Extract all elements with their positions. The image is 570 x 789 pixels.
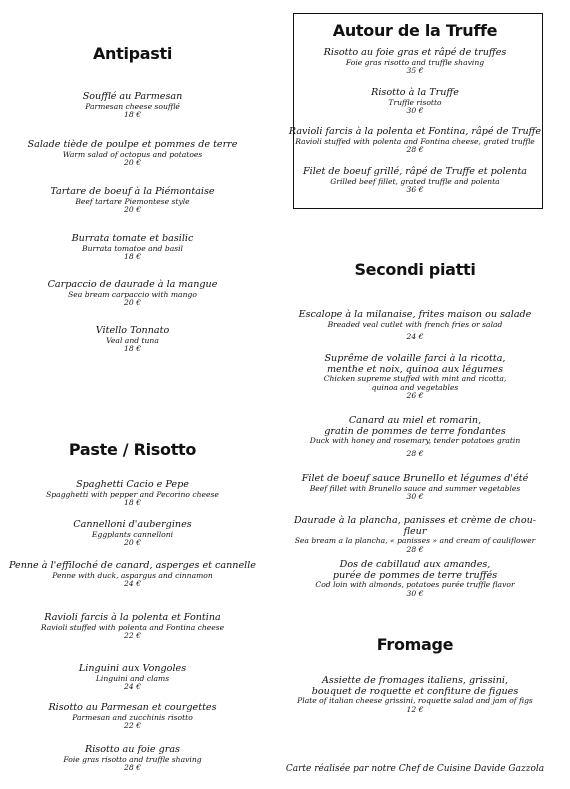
- item-name: Carpaccio de daurade à la mangue: [47, 279, 218, 290]
- menu-item: [0, 703, 265, 731]
- item-name: Suprême de volaille farci à la ricotta,: [324, 353, 506, 364]
- item-desc: Foie gras risotto and truffle shaving: [63, 754, 202, 764]
- item-name: Ravioli farcis à la polenta et Fontina: [44, 612, 221, 623]
- item-name: Daurade à la plancha, panisses et crème de chou-fleur: [293, 515, 537, 537]
- right-column: [285, 0, 545, 789]
- item-price: 28 €: [406, 145, 424, 155]
- item-price: 18 €: [124, 252, 141, 262]
- item-name: Linguini aux Vongoles: [78, 663, 187, 674]
- item-name-line2: menthe et noix, quinoa aux légumes: [326, 363, 504, 375]
- menu-item: [285, 88, 545, 116]
- item-name-line2: bouquet de roquette et confiture de figues: [311, 685, 519, 697]
- section-heading-antipasti: Antipasti: [92, 44, 173, 63]
- item-name: Vitello Tonnato: [95, 325, 170, 336]
- menu-item: [285, 516, 545, 554]
- menu-item: [285, 416, 545, 458]
- item-name: Risotto au Parmesan et courgettes: [48, 702, 217, 713]
- item-desc: Ravioli stuffed with polenta and Fontina cheese, grated truffle: [295, 136, 535, 146]
- menu-item: [285, 127, 545, 155]
- menu-item: [285, 48, 545, 76]
- item-desc: Linguini and clams: [95, 673, 170, 683]
- menu-item: [285, 354, 545, 401]
- item-desc: Penne with duck, aspargus and cinnamon: [52, 570, 213, 580]
- item-price: 24 €: [124, 579, 141, 589]
- item-price: 36 €: [406, 185, 424, 195]
- item-price: 30 €: [406, 106, 424, 116]
- menu-item: [285, 474, 545, 502]
- item-name: Risotto au foie gras et râpé de truffes: [323, 47, 507, 58]
- item-desc: Eggplants cannelloni: [91, 529, 174, 539]
- item-name-line2: purée de pommes de terre truffés: [332, 569, 498, 581]
- menu-item: [0, 664, 265, 692]
- item-desc: Beef tartare Piemontese style: [75, 196, 190, 206]
- item-price: 28 €: [406, 544, 424, 554]
- item-desc: Truffle risotto: [388, 97, 442, 107]
- section-heading-fromage: Fromage: [376, 635, 454, 654]
- item-desc: Duck with honey and rosemary, tender potatoes gratin: [309, 436, 521, 446]
- item-price: 28 €: [406, 448, 424, 458]
- item-desc: Cod loin with almonds, potatoes purée truffle flavor: [315, 580, 515, 590]
- item-desc: Chicken supreme stuffed with mint and ricotta,: [323, 374, 507, 384]
- item-price: 26 €: [406, 391, 424, 401]
- item-price: 24 €: [124, 682, 141, 692]
- item-price: 18 €: [124, 344, 141, 354]
- item-name: Escalope à la milanaise, frites maison ou salade: [298, 309, 532, 320]
- section-heading-truffe: Autour de la Truffe: [332, 21, 498, 40]
- item-price: 35 €: [406, 66, 424, 76]
- item-name: Ravioli farcis à la polenta et Fontina, râpé de Truffe: [288, 126, 542, 137]
- item-desc: Burrata tomatoe and basil: [82, 243, 183, 253]
- item-name: Soufflé au Parmesan: [82, 91, 183, 102]
- item-name: Spaghetti Cacio e Pepe: [76, 479, 189, 490]
- menu-item: [0, 520, 265, 548]
- item-price: 22 €: [124, 631, 141, 641]
- menu-item: [285, 310, 545, 342]
- item-desc: Breaded veal cutlet with french fries or salad: [327, 319, 503, 329]
- menu-item: [0, 745, 265, 773]
- menu-item: [285, 676, 545, 714]
- item-name: Penne à l'effiloché de canard, asperges et cannelle: [9, 560, 256, 571]
- item-price: 20 €: [124, 205, 141, 215]
- menu-item: [0, 234, 265, 262]
- menu-item: [0, 280, 265, 308]
- item-price: 22 €: [124, 721, 141, 731]
- item-desc: Sea bream a la plancha, « panisses » and cream of cauliflower: [294, 536, 536, 546]
- menu-item: [285, 560, 545, 598]
- menu-item: [0, 613, 265, 641]
- item-desc: Spagghetti with pepper and Pecorino cheese: [46, 489, 219, 499]
- item-name-line2: gratin de pommes de terre fondantes: [324, 425, 506, 437]
- item-price: 20 €: [124, 158, 141, 168]
- left-column: [0, 0, 265, 789]
- item-desc: Sea bream carpaccio with mango: [68, 289, 197, 299]
- item-price: 24 €: [406, 332, 424, 342]
- item-name: Filet de boeuf grillé, râpé de Truffe et polenta: [302, 166, 528, 177]
- item-name: Salade tiède de poulpe et pommes de terre: [27, 139, 238, 150]
- item-price: 18 €: [124, 498, 141, 508]
- item-desc: Parmesan cheese soufflé: [85, 101, 180, 111]
- menu-item: [0, 92, 265, 120]
- item-name: Dos de cabillaud aux amandes,: [339, 559, 491, 570]
- item-desc: Parmesan and zucchinis risotto: [72, 712, 193, 722]
- menu-item: [285, 167, 545, 195]
- item-name: Tartare de boeuf à la Piémontaise: [50, 186, 215, 197]
- item-name: Canard au miel et romarin,: [348, 415, 482, 426]
- item-price: 28 €: [124, 763, 141, 773]
- item-price: 18 €: [124, 110, 141, 120]
- item-name: Assiette de fromages italiens, grissini,: [321, 675, 508, 686]
- item-desc-line2: quinoa and vegetables: [371, 382, 459, 392]
- menu-item: [0, 140, 265, 168]
- item-desc: Warm salad of octopus and potatoes: [62, 149, 203, 159]
- item-price: 30 €: [406, 588, 424, 598]
- item-desc: Beef fillet with Brunello sauce and summer vegetables: [309, 483, 521, 493]
- item-name: Risotto au foie gras: [85, 744, 180, 755]
- item-name: Risotto à la Truffe: [371, 87, 459, 98]
- menu-item: [0, 561, 265, 589]
- item-name: Filet de boeuf sauce Brunello et légumes d'été: [301, 473, 529, 484]
- section-heading-paste: Paste / Risotto: [68, 440, 197, 459]
- menu-item: [0, 480, 265, 508]
- item-name: Cannelloni d'aubergines: [73, 519, 192, 530]
- item-desc: Foie gras risotto and truffle shaving: [345, 57, 485, 67]
- item-price: 12 €: [406, 704, 424, 714]
- item-desc: Veal and tuna: [106, 335, 159, 345]
- item-price: 30 €: [406, 492, 424, 502]
- item-name: Burrata tomate et basilic: [71, 233, 194, 244]
- item-desc: Grilled beef fillet, grated truffle and polenta: [330, 176, 500, 186]
- item-price: 20 €: [124, 298, 141, 308]
- item-desc: Ravioli stuffed with polenta and Fontina cheese: [40, 622, 225, 632]
- section-heading-secondi: Secondi piatti: [354, 260, 476, 279]
- chef-credit: Carte réalisée par notre Chef de Cuisine Davide Gazzola: [285, 764, 545, 774]
- item-price: 20 €: [124, 538, 141, 548]
- item-desc: Plate of italian cheese grissini, roquette salad and jam of figs: [297, 696, 533, 706]
- menu-item: [0, 187, 265, 215]
- menu-item: [0, 326, 265, 354]
